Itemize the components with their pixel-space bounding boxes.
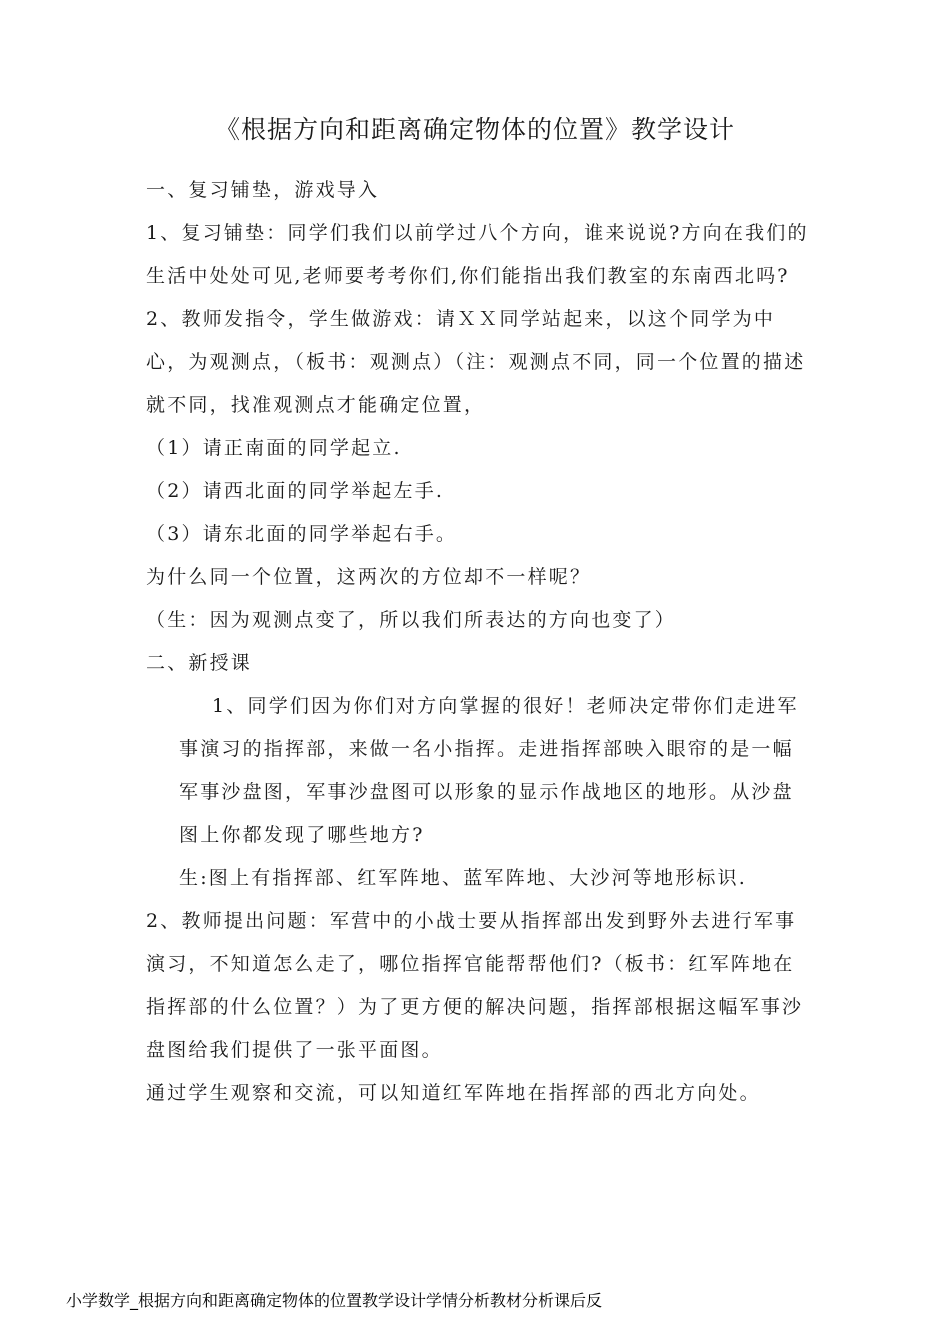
section-heading-new-lesson: 二、新授课 <box>146 652 253 674</box>
list-item-2: （2）请西北面的同学举起左手. <box>146 480 445 502</box>
list-item-1: （1）请正南面的同学起立. <box>146 437 402 459</box>
paragraph-game: 2、教师发指令，学生做游戏：请ＸＸ同学站起来，以这个同学为中心，为观测点，（板书：观测点）（注：观测点不同，同一个位置的描述就不同，找准观测点才能确定位置， <box>146 308 806 416</box>
student-answer: （生：因为观测点变了，所以我们所表达的方向也变了） <box>146 609 677 631</box>
list-item-3: （3）请东北面的同学举起右手。 <box>146 523 458 545</box>
page-footer: 小学数学_根据方向和距离确定物体的位置教学设计学情分析教材分析课后反 <box>66 1291 603 1310</box>
paragraph-question: 2、教师提出问题：军营中的小战士要从指挥部出发到野外去进行军事演习，不知道怎么走了，哪位指挥官能帮帮他们?（板书：红军阵地在指挥部的什么位置？）为了更方便的解决问题，指挥部根据这幅军事沙盘图给我们提供了一张平面图。 <box>146 910 804 1061</box>
section-heading-review: 一、复习铺垫，游戏导入 <box>146 179 380 201</box>
paragraph-sandbox-text: 1、同学们因为你们对方向掌握的很好！老师决定带你们走进军事演习的指挥部，来做一名小指挥。走进指挥部映入眼帘的是一幅军事沙盘图，军事沙盘图可以形象的显示作战地区的地形。从沙盘图上你都发现了哪些地方? <box>179 695 799 846</box>
paragraph-review: 1、复习铺垫：同学们我们以前学过八个方向，谁来说说?方向在我们的生活中处处可见,老师要考考你们,你们能指出我们教室的东南西北吗? <box>146 222 809 287</box>
document-body <box>146 169 810 1115</box>
document-title: 《根据方向和距离确定物体的位置》教学设计 <box>214 115 735 144</box>
paragraph-sandbox <box>146 685 810 857</box>
question-paragraph: 为什么同一个位置，这两次的方位却不一样呢？ <box>146 566 592 588</box>
paragraph-conclusion: 通过学生观察和交流，可以知道红军阵地在指挥部的西北方向处。 <box>146 1082 761 1104</box>
student-observation: 生:图上有指挥部、红军阵地、蓝军阵地、大沙河等地形标识. <box>179 867 748 889</box>
